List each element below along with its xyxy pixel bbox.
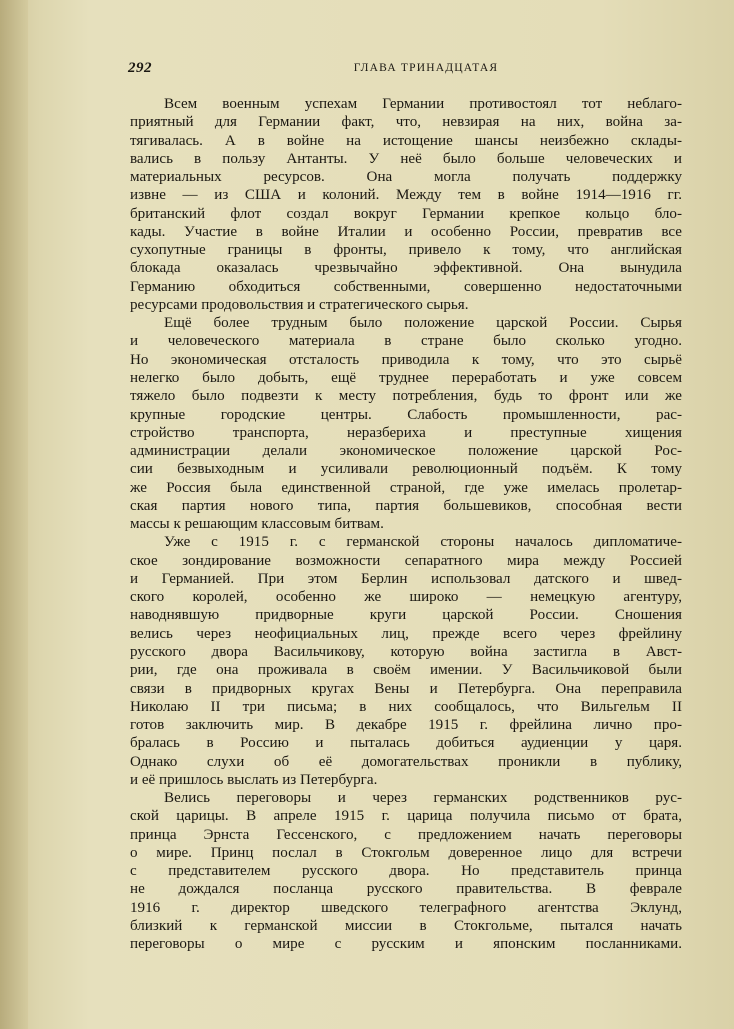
text-line: и Германией. При этом Берлин использовал датского и швед-: [130, 570, 682, 587]
text-line: нелегко было добыть, ещё труднее переработать и уже совсем: [130, 369, 682, 386]
text-line: переговоры о мире с русским и японским посланниками.: [130, 936, 682, 953]
text-line: приятный для Германии факт, что, невзирая на них, война за-: [130, 114, 682, 131]
text-line: тяжело было подвезти к месту потребления, будь то фронт или же: [130, 388, 682, 405]
text-line: Ещё более трудным было положение царской России. Сырья: [164, 315, 682, 332]
text-line: извне — из США и колоний. Между тем в войне 1914—1916 гг.: [130, 187, 682, 204]
text-line: готов заключить мир. В декабре 1915 г. фрейлина лично про-: [130, 717, 682, 734]
text-line: блокада оказалась чрезвычайно эффективной. Она вынудила: [130, 260, 682, 277]
text-line: бралась в Россию и пыталась добиться аудиенции у царя.: [130, 735, 682, 752]
running-header: [128, 60, 684, 82]
text-line: рии, где она проживала в своём имении. У Васильчиковой были: [130, 662, 682, 679]
text-line: ской царицы. В апреле 1915 г. царица получила письмо от брата,: [130, 808, 682, 825]
text-line: о мире. Принц послал в Стокгольм доверенное лицо для встречи: [130, 844, 682, 861]
text-line: 1916 г. директор шведского телеграфного агентства Эклунд,: [130, 899, 682, 916]
text-line: и человеческого материала в стране было сколько угодно.: [130, 333, 682, 350]
text-line: Но экономическая отсталость приводила к тому, что это сырьё: [130, 351, 682, 368]
text-line: британский флот создал вокруг Германии крепкое кольцо бло-: [130, 205, 682, 222]
text-line: же Россия была единственной страной, где уже имелась пролетар-: [130, 479, 682, 496]
text-line: сии безвыходным и усиливали революционный подъём. К тому: [130, 461, 682, 478]
text-line: принца Эрнста Гессенского, с предложением начать переговоры: [130, 826, 682, 843]
text-line: администрации делали экономическое положение царской Рос-: [130, 443, 682, 460]
chapter-title: ГЛАВА ТРИНАДЦАТАЯ: [353, 62, 499, 74]
text-line: ского королей, особенно же широко — немецкую агентуру,: [130, 589, 682, 606]
text-line: Велись переговоры и через германских родственников рус-: [164, 790, 682, 807]
text-line: близкий к германской миссии в Стокгольме, пытался начать: [130, 917, 682, 934]
text-line: вались в пользу Антанты. У неё было больше человеческих и: [130, 150, 682, 167]
text-line: массы к решающим классовым битвам.: [130, 516, 384, 533]
text-line: Однако слухи об её домогательствах проникли в публику,: [130, 753, 682, 770]
text-line: крупные городские центры. Слабость промышленности, рас-: [130, 406, 682, 423]
text-line: сухопутные границы в фронты, привело к тому, что английская: [130, 242, 682, 259]
text-line: ресурсами продовольствия и стратегического сырья.: [130, 296, 469, 313]
text-line: материальных ресурсов. Она могла получать поддержку: [130, 169, 682, 186]
text-line: велись через неофициальных лиц, прежде всего через фрейлину: [130, 625, 682, 642]
text-line: русского двора Васильчикову, которую война застигла в Авст-: [130, 643, 682, 660]
text-line: связи в придворных кругах Вены и Петербурга. Она переправила: [130, 680, 682, 697]
text-line: с представителем русского двора. Но представитель принца: [130, 863, 682, 880]
body-text: [130, 95, 682, 953]
text-line: Уже с 1915 г. с германской стороны началось дипломатиче-: [164, 534, 682, 551]
text-line: стройство транспорта, неразбериха и преступные хищения: [130, 424, 682, 441]
text-line: Всем военным успехам Германии противостоял тот неблаго-: [164, 96, 682, 112]
text-line: кады. Участие в войне Италии и особенно России, превратив все: [130, 223, 682, 240]
text-line: ская партия нового типа, партия большевиков, способная вести: [130, 497, 682, 514]
text-line: не дождался посланца русского правительства. В феврале: [130, 881, 682, 898]
text-line: и её пришлось выслать из Петербурга.: [130, 771, 378, 788]
text-line: ское зондирование возможности сепаратного мира между Россией: [130, 552, 682, 569]
text-line: тягивалась. А в войне на истощение шансы неизбежно склады-: [130, 132, 682, 149]
text-line: Германию обходиться собственными, совершенно недостаточными: [130, 278, 682, 295]
page-number: 292: [128, 60, 152, 76]
page-gutter: [0, 0, 28, 1029]
text-line: наводнявшую придворные круги царской России. Сношения: [130, 607, 682, 624]
text-line: Николаю II три письма; в них сообщалось, что Вильгельм II: [130, 698, 682, 715]
